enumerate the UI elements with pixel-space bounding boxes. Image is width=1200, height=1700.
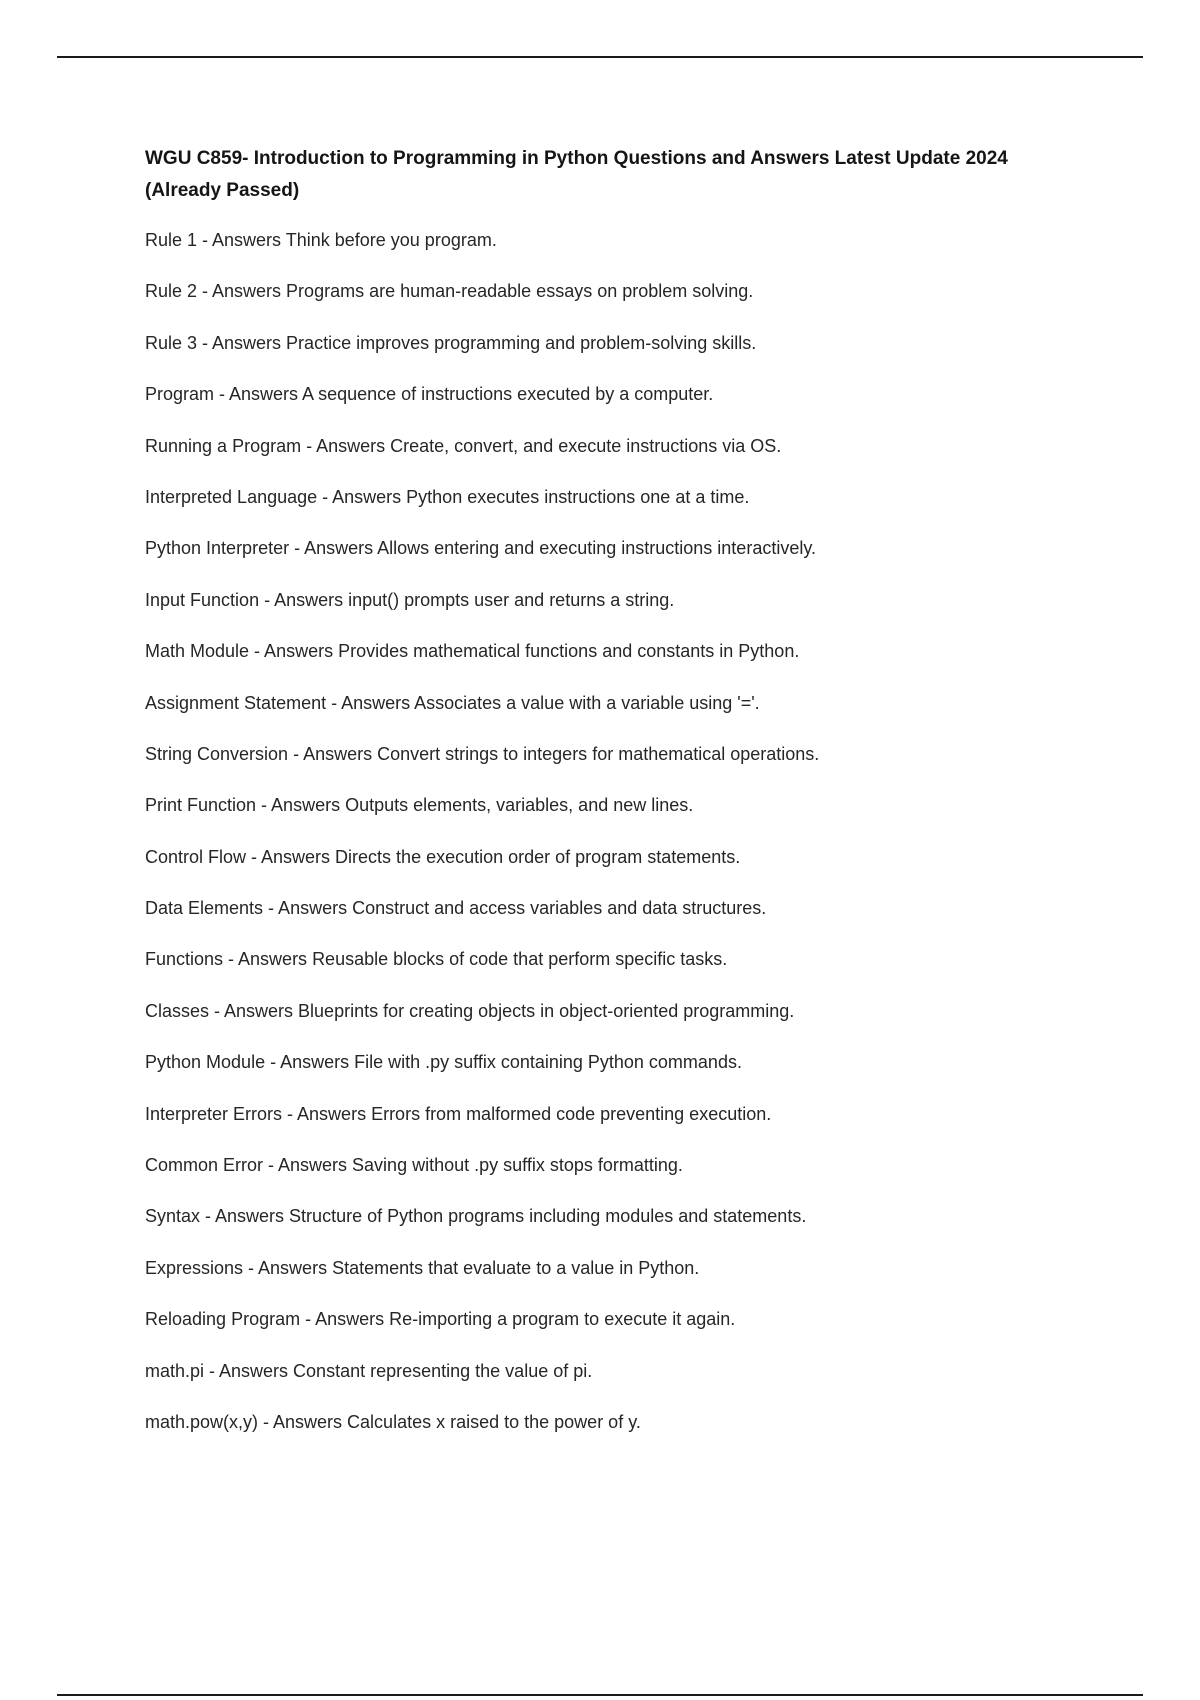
qa-entry: Common Error - Answers Saving without .py suffix stops formatting. bbox=[145, 1155, 683, 1176]
qa-entry: Rule 3 - Answers Practice improves programming and problem-solving skills. bbox=[145, 332, 757, 353]
qa-entry: Rule 2 - Answers Programs are human-readable essays on problem solving. bbox=[145, 281, 754, 302]
qa-entry: Reloading Program - Answers Re-importing a program to execute it again. bbox=[145, 1309, 736, 1330]
qa-entry: Interpreter Errors - Answers Errors from malformed code preventing execution. bbox=[145, 1103, 772, 1124]
qa-entry: Python Module - Answers File with .py suffix containing Python commands. bbox=[145, 1052, 742, 1073]
qa-entry: Running a Program - Answers Create, convert, and execute instructions via OS. bbox=[145, 435, 782, 456]
qa-entry: Expressions - Answers Statements that evaluate to a value in Python. bbox=[145, 1257, 700, 1278]
footer-rule bbox=[57, 1694, 1143, 1696]
header-rule bbox=[57, 56, 1143, 58]
qa-entry: Rule 1 - Answers Think before you program. bbox=[145, 230, 497, 250]
qa-entry: Interpreted Language - Answers Python executes instructions one at a time. bbox=[145, 486, 750, 507]
qa-entry: math.pi - Answers Constant representing the value of pi. bbox=[145, 1360, 593, 1381]
qa-list bbox=[145, 227, 1085, 1460]
qa-entry: math.pow(x,y) - Answers Calculates x raised to the power of y. bbox=[145, 1411, 641, 1432]
qa-entry: String Conversion - Answers Convert strings to integers for mathematical operations. bbox=[145, 743, 820, 764]
document-title: WGU C859- Introduction to Programming in Python Questions and Answers Latest Update 2024 (Already Passed) bbox=[145, 148, 1008, 201]
document-body bbox=[145, 143, 1085, 1432]
qa-entry: Print Function - Answers Outputs elements, variables, and new lines. bbox=[145, 795, 694, 816]
qa-entry: Classes - Answers Blueprints for creating objects in object-oriented programming. bbox=[145, 1000, 795, 1021]
qa-entry: Syntax - Answers Structure of Python programs including modules and statements. bbox=[145, 1206, 807, 1227]
qa-entry: Program - Answers A sequence of instructions executed by a computer. bbox=[145, 384, 714, 405]
qa-entry: Python Interpreter - Answers Allows entering and executing instructions interactively. bbox=[145, 538, 817, 559]
qa-entry: Functions - Answers Reusable blocks of code that perform specific tasks. bbox=[145, 949, 728, 970]
qa-entry: Input Function - Answers input() prompts user and returns a string. bbox=[145, 589, 675, 610]
qa-entry: Control Flow - Answers Directs the execution order of program statements. bbox=[145, 846, 741, 867]
qa-entry: Data Elements - Answers Construct and access variables and data structures. bbox=[145, 898, 767, 919]
qa-entry: Assignment Statement - Answers Associates a value with a variable using '='. bbox=[145, 692, 760, 713]
qa-entry: Math Module - Answers Provides mathematical functions and constants in Python. bbox=[145, 641, 800, 662]
